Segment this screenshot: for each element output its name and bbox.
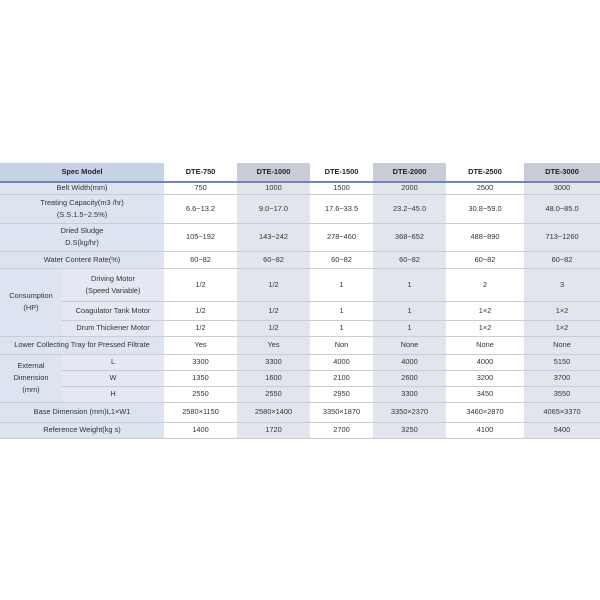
external-dimension-label-line2: Dimension — [13, 373, 49, 382]
treating-capacity-label-line2: (S.S.1.5~2.5%) — [56, 209, 108, 219]
dried-sludge-label-line2: D.S(kg/hr) — [65, 238, 99, 247]
external-dimension-label — [0, 354, 62, 402]
table-cell: 2550 — [164, 386, 237, 402]
table-cell: 1/2 — [237, 320, 310, 336]
table-cell: None — [524, 336, 600, 354]
table-cell: Yes — [237, 336, 310, 354]
belt-width-label: Belt Width(mm) — [0, 182, 164, 194]
table-cell: 105~192 — [164, 223, 237, 251]
consumption-label — [0, 268, 62, 336]
external-dimension-label-line1: External — [17, 361, 45, 370]
table-cell: 60~82 — [373, 251, 446, 268]
table-cell: 3300 — [373, 386, 446, 402]
table-cell: 368~652 — [373, 223, 446, 251]
table-cell: 3000 — [524, 182, 600, 194]
driving-motor-row — [0, 268, 600, 301]
coagulator-motor-row — [0, 301, 600, 320]
table-cell: 23.2~45.0 — [373, 194, 446, 223]
table-cell: 713~1260 — [524, 223, 600, 251]
header-row — [0, 163, 600, 182]
table-cell: 1/2 — [164, 301, 237, 320]
table-cell: 3350×1870 — [310, 402, 373, 422]
table-cell: 4000 — [446, 354, 524, 370]
table-cell: 1000 — [237, 182, 310, 194]
drum-motor-label: Drum Thickener Motor — [62, 320, 164, 336]
table-cell: 3300 — [164, 354, 237, 370]
dried-sludge-label — [0, 223, 164, 251]
table-cell: 1/2 — [164, 268, 237, 301]
model-dte-3000-header: DTE-3000 — [524, 163, 600, 182]
table-cell: 1×2 — [446, 301, 524, 320]
table-cell: 3450 — [446, 386, 524, 402]
table-cell: 4000 — [310, 354, 373, 370]
model-dte-1500-header: DTE-1500 — [310, 163, 373, 182]
dried-sludge-row — [0, 223, 600, 251]
treating-capacity-row — [0, 194, 600, 223]
table-cell: 2000 — [373, 182, 446, 194]
table-cell: 1720 — [237, 422, 310, 438]
table-cell: 2 — [446, 268, 524, 301]
table-cell: 1/2 — [237, 301, 310, 320]
table-cell: 1 — [310, 320, 373, 336]
table-cell: 1 — [373, 320, 446, 336]
table-cell: 60~82 — [237, 251, 310, 268]
table-cell: 1×2 — [446, 320, 524, 336]
table-cell: 60~82 — [524, 251, 600, 268]
table-cell: 1 — [310, 301, 373, 320]
table-cell: 2550 — [237, 386, 310, 402]
table-cell: 6.6~13.2 — [164, 194, 237, 223]
table-cell: 3 — [524, 268, 600, 301]
table-cell: 4065×3370 — [524, 402, 600, 422]
table-cell: 2580×1150 — [164, 402, 237, 422]
dried-sludge-label-line1: Dried Sludge — [60, 226, 104, 235]
drum-motor-row — [0, 320, 600, 336]
table-cell: 48.0~85.0 — [524, 194, 600, 223]
dimension-w-label: W — [62, 370, 164, 386]
table-cell: 278~460 — [310, 223, 373, 251]
table-cell: 3460×2870 — [446, 402, 524, 422]
table-cell: 1 — [373, 268, 446, 301]
table-cell: 1350 — [164, 370, 237, 386]
table-cell: 3350×2370 — [373, 402, 446, 422]
table-cell: 2600 — [373, 370, 446, 386]
lower-tray-label: Lower Collecting Tray for Pressed Filtrate — [0, 336, 164, 354]
dimension-h-label: H — [62, 386, 164, 402]
table-cell: 60~82 — [310, 251, 373, 268]
table-cell: Yes — [164, 336, 237, 354]
spec-table — [0, 163, 600, 439]
treating-capacity-label — [0, 194, 164, 223]
table-cell: Non — [310, 336, 373, 354]
model-dte-2500-header: DTE-2500 — [446, 163, 524, 182]
table-cell: 1/2 — [237, 268, 310, 301]
table-cell: 3550 — [524, 386, 600, 402]
dimension-w-row — [0, 370, 600, 386]
reference-weight-row — [0, 422, 600, 438]
driving-motor-label — [62, 268, 164, 301]
base-dimension-label: Base Dimension (mm)L1×W1 — [0, 402, 164, 422]
table-cell: 3700 — [524, 370, 600, 386]
model-dte-750-header: DTE-750 — [164, 163, 237, 182]
model-dte-2000-header: DTE-2000 — [373, 163, 446, 182]
water-content-row — [0, 251, 600, 268]
dimension-l-label: L — [62, 354, 164, 370]
table-cell: 5400 — [524, 422, 600, 438]
table-cell: 143~242 — [237, 223, 310, 251]
table-cell: 5150 — [524, 354, 600, 370]
table-cell: 1 — [373, 301, 446, 320]
dimension-l-row — [0, 354, 600, 370]
table-cell: 488~890 — [446, 223, 524, 251]
table-cell: 1×2 — [524, 301, 600, 320]
water-content-label: Water Content Rate(%) — [0, 251, 164, 268]
table-cell: 4100 — [446, 422, 524, 438]
dimension-h-row — [0, 386, 600, 402]
table-cell: 1 — [310, 268, 373, 301]
table-cell: 2580×1400 — [237, 402, 310, 422]
consumption-label-line1: Consumption — [9, 291, 53, 300]
table-cell: 750 — [164, 182, 237, 194]
table-cell: 4000 — [373, 354, 446, 370]
driving-motor-label-line2: (Speed Variable) — [85, 285, 141, 295]
table-cell: None — [446, 336, 524, 354]
table-cell: 30.8~59.0 — [446, 194, 524, 223]
table-cell: 60~82 — [446, 251, 524, 268]
lower-tray-row — [0, 336, 600, 354]
treating-capacity-label-line1: Treating Capacity(m3 /hr) — [40, 197, 124, 207]
table-cell: 2950 — [310, 386, 373, 402]
reference-weight-label: Reference Weight(kg s) — [0, 422, 164, 438]
coagulator-motor-label: Coagulator Tank Motor — [62, 301, 164, 320]
belt-width-row — [0, 182, 600, 194]
table-cell: 2500 — [446, 182, 524, 194]
external-dimension-label-line3: (mm) — [22, 385, 40, 394]
table-cell: 60~82 — [164, 251, 237, 268]
table-cell: 3200 — [446, 370, 524, 386]
table-cell: 2700 — [310, 422, 373, 438]
model-dte-1000-header: DTE-1000 — [237, 163, 310, 182]
table-cell: 1500 — [310, 182, 373, 194]
table-cell: 2100 — [310, 370, 373, 386]
spec-model-header: Spec Model — [0, 163, 164, 182]
table-cell: 1/2 — [164, 320, 237, 336]
table-cell: 1600 — [237, 370, 310, 386]
consumption-label-line2: (HP) — [23, 303, 39, 312]
table-cell: 17.6~33.5 — [310, 194, 373, 223]
table-cell: 3300 — [237, 354, 310, 370]
driving-motor-label-line1: Driving Motor — [91, 273, 135, 283]
table-cell: 1×2 — [524, 320, 600, 336]
table-cell: 9.0~17.0 — [237, 194, 310, 223]
table-cell: 3250 — [373, 422, 446, 438]
base-dimension-row — [0, 402, 600, 422]
table-cell: 1400 — [164, 422, 237, 438]
table-cell: None — [373, 336, 446, 354]
